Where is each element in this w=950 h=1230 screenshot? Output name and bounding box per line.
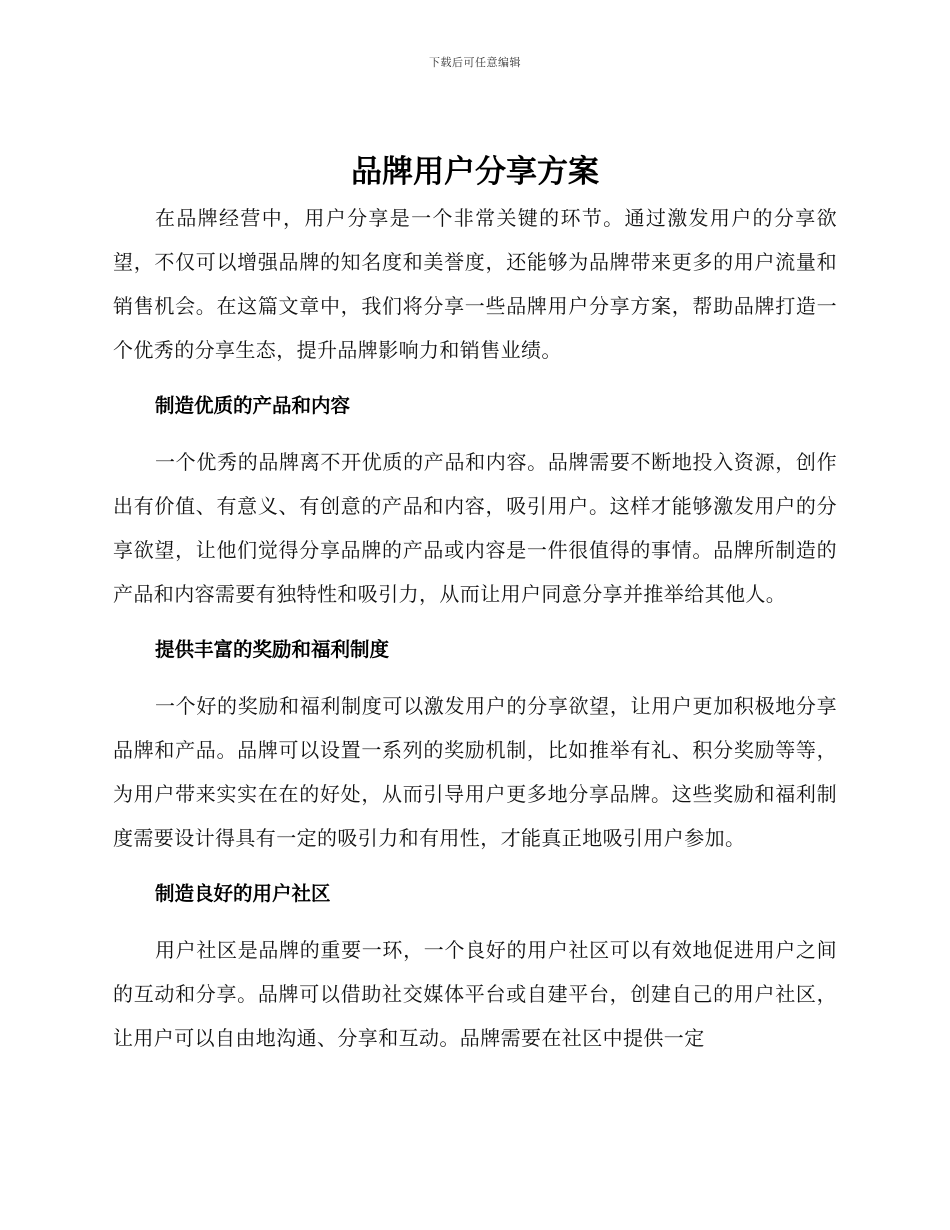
- section-paragraph-rewards: 一个好的奖励和福利制度可以激发用户的分享欲望，让用户更加积极地分享品牌和产品。品牌可以设置一系列的奖励机制，比如推举有礼、积分奖励等等，为用户带来实实在在的好处，从而引导用户更多地分享品牌。这些奖励和福利制度需要设计得具有一定的吸引力和有用性，才能真正地吸引用户参加。: [113, 694, 837, 850]
- intro-paragraph: 在品牌经营中，用户分享是一个非常关键的环节。通过激发用户的分享欲望，不仅可以增强品牌的知名度和美誉度，还能够为品牌带来更多的用户流量和销售机会。在这篇文章中，我们将分享一些品牌用户分享方案，帮助品牌打造一个优秀的分享生态，提升品牌影响力和销售业绩。: [113, 206, 837, 362]
- section-heading-community: 制造良好的用户社区: [155, 882, 331, 905]
- section-heading-rewards: 提供丰富的奖励和福利制度: [155, 638, 390, 661]
- document-body: [113, 196, 837, 1060]
- header-note: 下载后可任意编辑: [429, 56, 521, 69]
- section-paragraph-community: 用户社区是品牌的重要一环，一个良好的用户社区可以有效地促进用户之间的互动和分享。品牌可以借助社交媒体平台或自建平台，创建自己的用户社区，让用户可以自由地沟通、分享和互动。品牌需要在社区中提供一定: [113, 938, 837, 1050]
- document-title: 品牌用户分享方案: [351, 154, 599, 190]
- section-paragraph-quality-products: 一个优秀的品牌离不开优质的产品和内容。品牌需要不断地投入资源，创作出有价值、有意义、有创意的产品和内容，吸引用户。这样才能够激发用户的分享欲望，让他们觉得分享品牌的产品或内容是一件很值得的事情。品牌所制造的产品和内容需要有独特性和吸引力，从而让用户同意分享并推举给其他人。: [113, 450, 837, 606]
- section-heading-quality-products: 制造优质的产品和内容: [155, 394, 351, 417]
